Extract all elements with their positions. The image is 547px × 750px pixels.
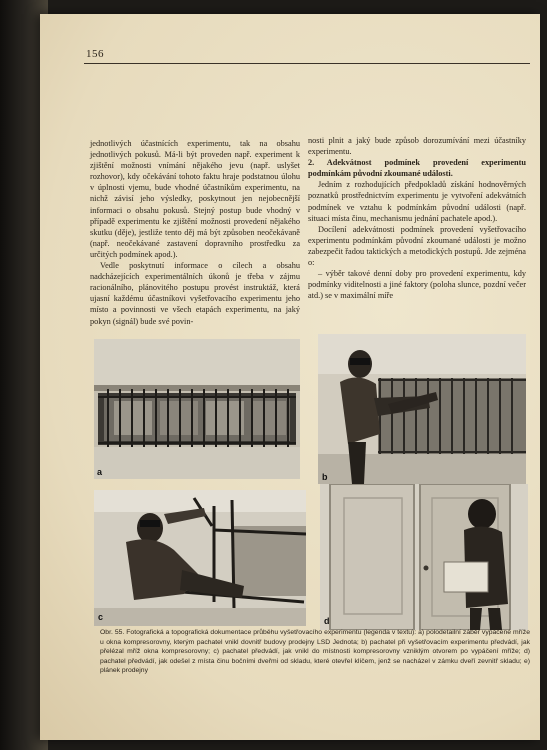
right-paragraph: Jedním z rozhodujících předpokladů získání hodnověrných poznatků prostřednictvím experimentu je vytvoření adekvátních podmínek ve vztahu k podmínkám původní události (např. situaci místa činu, mechanismu jednání pachatele apod.). <box>308 180 526 223</box>
left-paragraph: jednotlivých účastnících experimentu, tak na obsahu jednotlivých pokusů. Má-li být proveden např. experiment k zjištění možnosti vnímání nějakého jevu (např. uslyšet rozhovor), kdy očekávání tohoto faktu hraje podstatnou úlohu v úplnosti vjemu, bude vhodné účastníkům experimentu, na nichž závisí jeho výsledky, poskytnout jen nejobecnější informaci o obsahu pokusů. Stejný postup bude vhodný v případě experimentu ke zjištění možnosti provedení nějakého skutku (děje), jestliže tento děj má být způsoben neočekávaně (např. neočekávané zastavení dopravního prostředku za určitých podmínek apod.). <box>90 139 300 259</box>
door-box-image <box>320 484 528 630</box>
section-heading: 2. Adekvátnost podmínek provedení experimentu podmínkám původní zkoumané události. <box>308 158 526 179</box>
photo-letter-d: d <box>324 616 330 626</box>
right-paragraph: – výběr takové denní doby pro provedení experimentu, kdy podmínky viditelnosti a jiné faktory (poloha slunce, pozdní večer atd.) se v maximální míře <box>308 269 526 301</box>
climbing-frame-image <box>94 490 306 626</box>
photo-letter-a: a <box>97 467 103 477</box>
photo-letter-b: b <box>322 472 328 482</box>
barred-window-image <box>94 339 300 479</box>
photo-b-climbing-railing <box>318 334 526 484</box>
header-rule <box>84 63 530 64</box>
right-continuation: nosti plnit a jaký bude způsob dorozumívání mezi účastníky experimentu. <box>308 136 526 157</box>
left-paragraph: Vedle poskytnutí informace o cílech a obsahu nadcházejících experimentálních úkonů je třeba v zájmu racionálního, plánovitého postupu provést instruktáž, která ujasní každému účastníkovi vyšetřovacího experimentu jeho místo a povinnosti ve všech etapách experimentu, na jaký pokyn (signál) bude své povin- <box>90 261 300 326</box>
photo-letter-c: c <box>98 612 104 622</box>
page-number: 156 <box>86 48 104 60</box>
left-text-column <box>90 138 300 327</box>
photo-d-door-box <box>320 484 528 630</box>
book-page <box>40 14 540 740</box>
right-paragraph: Docílení adekvátnosti podmínek provedení vyšetřovacího experimentu podmínkám původní zkoumané události je možno zabezpečit řadou taktických a metodických postupů. Jde zejména o: <box>308 224 526 268</box>
climbing-railing-image <box>318 334 526 484</box>
photo-a-barred-window <box>94 339 300 479</box>
right-text-column <box>308 135 526 301</box>
figure-caption: Obr. 55. Fotografická a topografická dokumentace průběhu vyšetřovacího experimentu (legenda v textu): a) polodetailní záběr vypáčené mříže u okna kompresorovny, kterým pachatel vnikl dovnitř budovy prodejny LSD Jednota; b) pachatel při vyšetřovacím experimentu předvádí, jak přelézal mříž okna kompresorovny; c) pachatel předvádí, jak vnikl do místnosti kompresorovny vzniklým otvorem po vypáčení mříže; d) pachatel předvádí, jak odešel z místa činu bočními dveřmi od skladu, které otevřel klíčem, jenž se nacházel v zámku dveří zevnitř skladu; e) plánek prodejny <box>100 629 530 675</box>
photo-c-climbing-frame <box>94 490 306 626</box>
